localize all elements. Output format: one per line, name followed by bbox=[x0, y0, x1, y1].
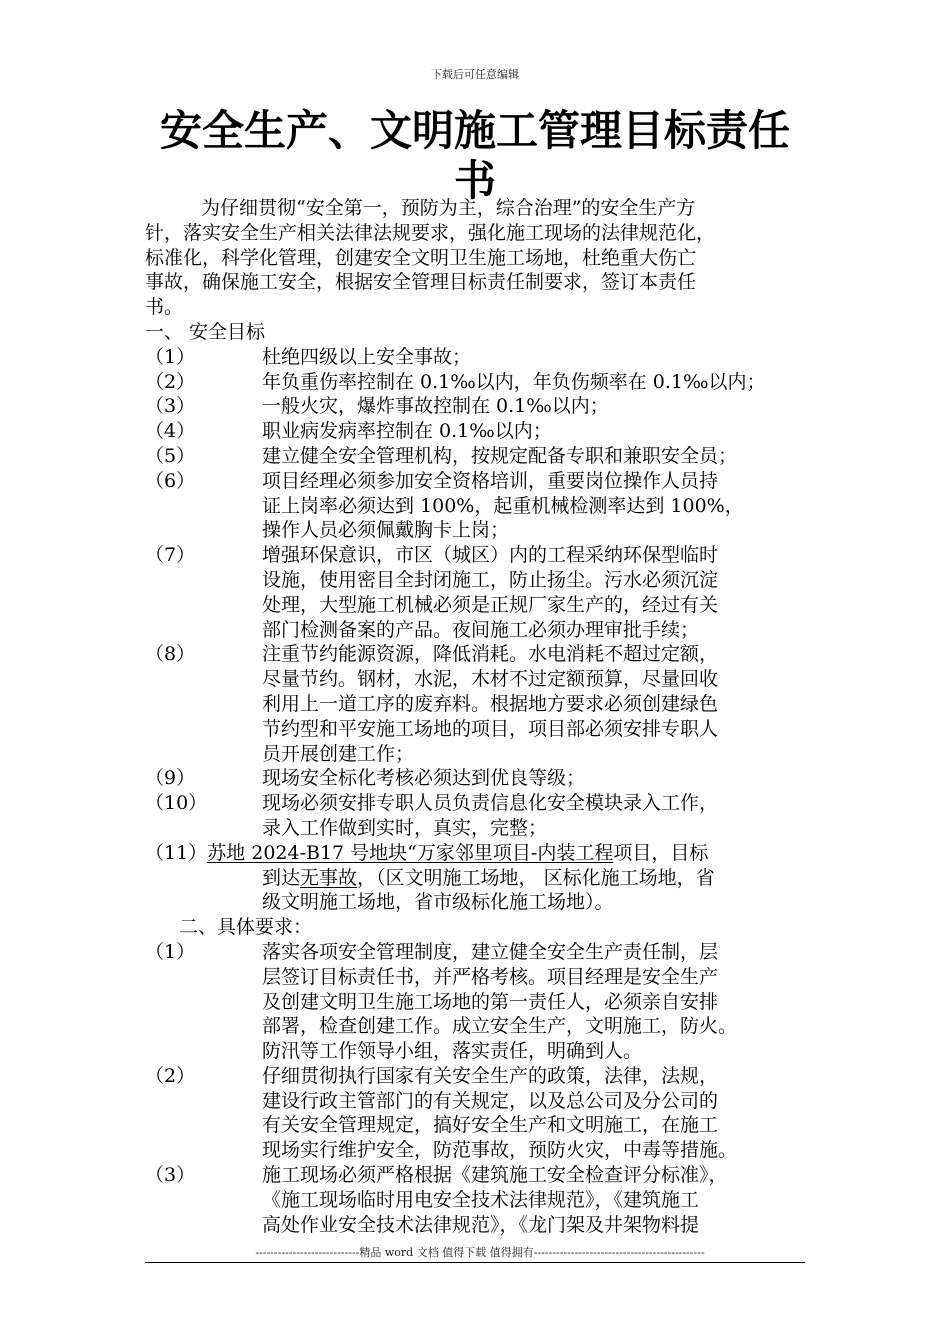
goal-item bbox=[145, 543, 815, 568]
project-name-underlined: 苏地 2024-B17 号地块“万家邻里项目-内装工程 bbox=[207, 841, 614, 864]
document-title-line-2: 书 bbox=[453, 156, 496, 205]
item-number: （9） bbox=[145, 767, 196, 790]
item-text-continued: 操作人员必须佩戴胸卡上岗； bbox=[262, 519, 510, 542]
requirement-item bbox=[145, 1064, 815, 1089]
item-text-continued: 有关安全管理规定，搞好安全生产和文明施工，在施工 bbox=[262, 1114, 719, 1137]
footer-note: ----------------------------精品 word 文档 值得下载 值得拥有---------------------------------------------- bbox=[255, 1246, 705, 1259]
item-number: （2） bbox=[145, 370, 196, 393]
document-title-line-1: 安全生产、文明施工管理目标责任 bbox=[159, 106, 790, 155]
section-heading-requirements: 二、具体要求： bbox=[179, 916, 313, 939]
item-text-continued: 处理，大型施工机械必须是正规厂家生产的，经过有关 bbox=[262, 593, 719, 616]
item-text-continued: 节约型和平安施工场地的项目，项目部必须安排专职人 bbox=[262, 717, 719, 740]
intro-line: 标准化，科学化管理，创建安全文明卫生施工场地，杜绝重大伤亡 bbox=[145, 246, 697, 269]
item-text-continued: 利用上一道工序的废弃料。根据地方要求必须创建绿色 bbox=[262, 692, 719, 715]
item-text: 注重节约能源资源，降低消耗。水电消耗不超过定额， bbox=[262, 643, 719, 666]
goal-item bbox=[145, 791, 815, 816]
requirement-item bbox=[145, 1163, 815, 1188]
item-text-continued: 证上岗率必须达到 100%，起重机械检测率达到 100%， bbox=[262, 494, 744, 517]
goal-item bbox=[145, 394, 815, 419]
item-text: 建立健全安全管理机构，按规定配备专职和兼职安全员； bbox=[262, 444, 738, 467]
item-text: 仔细贯彻执行国家有关安全生产的政策，法律，法规， bbox=[262, 1064, 719, 1087]
item-text: 增强环保意识，市区（城区）内的工程采纳环保型临时 bbox=[262, 544, 719, 567]
item-number: （8） bbox=[145, 643, 196, 666]
item-number: （1） bbox=[145, 345, 196, 368]
item-text-continued: 高处作业安全技术法律规范》，《龙门架及井架物料提 bbox=[262, 1213, 700, 1236]
item-number: （10） bbox=[145, 792, 208, 815]
goal-item bbox=[145, 345, 815, 370]
item-text-continued: 《施工现场临时用电安全技术法律规范》，《建筑施工 bbox=[262, 1188, 700, 1211]
goal-item bbox=[145, 469, 815, 494]
item-text: 一般火灾，爆炸事故控制在 0.1‰以内； bbox=[262, 395, 609, 418]
item-text: 落实各项安全管理制度，建立健全安全生产责任制，层 bbox=[262, 940, 719, 963]
item-number: （2） bbox=[145, 1064, 196, 1087]
intro-line: 书。 bbox=[145, 296, 184, 319]
intro-line: 为仔细贯彻“安全第一，预防为主，综合治理”的安全生产方 bbox=[201, 197, 696, 219]
item-number: （3） bbox=[145, 395, 196, 418]
section-heading-safety-goals: 一、 安全目标 bbox=[145, 320, 266, 343]
item-text-continued: 及创建文明卫生施工场地的第一责任人，必须亲自安排 bbox=[262, 990, 719, 1013]
footer-divider bbox=[145, 1262, 805, 1263]
item-number: （7） bbox=[145, 544, 196, 567]
intro-line: 针，落实安全生产相关法律法规要求，强化施工现场的法律规范化， bbox=[145, 221, 716, 244]
item-text: 职业病发病率控制在 0.1‰以内； bbox=[262, 420, 552, 443]
item-number: （6） bbox=[145, 469, 196, 492]
item-text: 现场必须安排专职人员负责信息化安全模块录入工作， bbox=[262, 792, 719, 815]
item-text: 年负重伤率控制在 0.1‰以内，年负伤频率在 0.1‰以内； bbox=[262, 370, 766, 393]
goal-item bbox=[145, 419, 815, 444]
item-text: 现场安全标化考核必须达到优良等级； bbox=[262, 767, 586, 790]
requirement-item bbox=[145, 940, 815, 965]
item-number: （5） bbox=[145, 444, 196, 467]
header-note: 下载后可任意编辑 bbox=[431, 68, 519, 81]
goal-underlined: 无事故 bbox=[300, 866, 358, 889]
goal-item bbox=[145, 642, 815, 667]
item-text-continued: 建设行政主管部门的有关规定，以及总公司及分公司的 bbox=[262, 1089, 719, 1112]
item-text: 施工现场必须严格根据《建筑施工安全检查评分标准》， bbox=[262, 1164, 728, 1187]
goal-item bbox=[145, 370, 815, 395]
goal-item bbox=[145, 766, 815, 791]
item-text-continued: 员开展创建工作； bbox=[262, 742, 415, 765]
goal-item-11 bbox=[145, 841, 815, 866]
item-number: （4） bbox=[145, 420, 196, 443]
item-text-continued: 尽量节约。钢材，水泥，木材不过定额预算，尽量回收 bbox=[262, 668, 719, 691]
item-text-continued: 级文明施工场地，省市级标化施工场地）。 bbox=[262, 891, 614, 914]
item-text-continued: 层签订目标责任书，并严格考核。项目经理是安全生产 bbox=[262, 965, 719, 988]
document-body bbox=[145, 196, 815, 1237]
item-number: （1） bbox=[145, 940, 196, 963]
item-text: 杜绝四级以上安全事故； bbox=[262, 345, 472, 368]
item-text: 到达 bbox=[262, 866, 301, 889]
item-text: 项目经理必须参加安全资格培训，重要岗位操作人员持 bbox=[262, 469, 719, 492]
item-text: ，（区文明施工场地， 区标化施工场地，省 bbox=[357, 866, 715, 889]
item-number: （11） bbox=[145, 841, 208, 864]
item-text-continued: 现场实行维护安全，防范事故，预防火灾，中毒等措施。 bbox=[262, 1139, 738, 1162]
item-text-continued: 防汛等工作领导小组，落实责任，明确到人。 bbox=[262, 1040, 643, 1063]
item-text: 项目，目标 bbox=[613, 841, 709, 864]
item-text-continued: 录入工作做到实时，真实，完整； bbox=[262, 816, 548, 839]
item-text-continued bbox=[145, 866, 815, 891]
item-text-continued: 部门检测备案的产品。夜间施工必须办理审批手续； bbox=[262, 618, 700, 641]
goal-item bbox=[145, 444, 815, 469]
item-text-continued: 设施，使用密目全封闭施工，防止扬尘。污水必须沉淀 bbox=[262, 568, 719, 591]
intro-line: 事故，确保施工安全，根据安全管理目标责任制要求，签订本责任 bbox=[145, 271, 697, 294]
item-text-continued: 部署，检查创建工作。成立安全生产，文明施工，防火。 bbox=[262, 1015, 738, 1038]
item-number: （3） bbox=[145, 1164, 196, 1187]
